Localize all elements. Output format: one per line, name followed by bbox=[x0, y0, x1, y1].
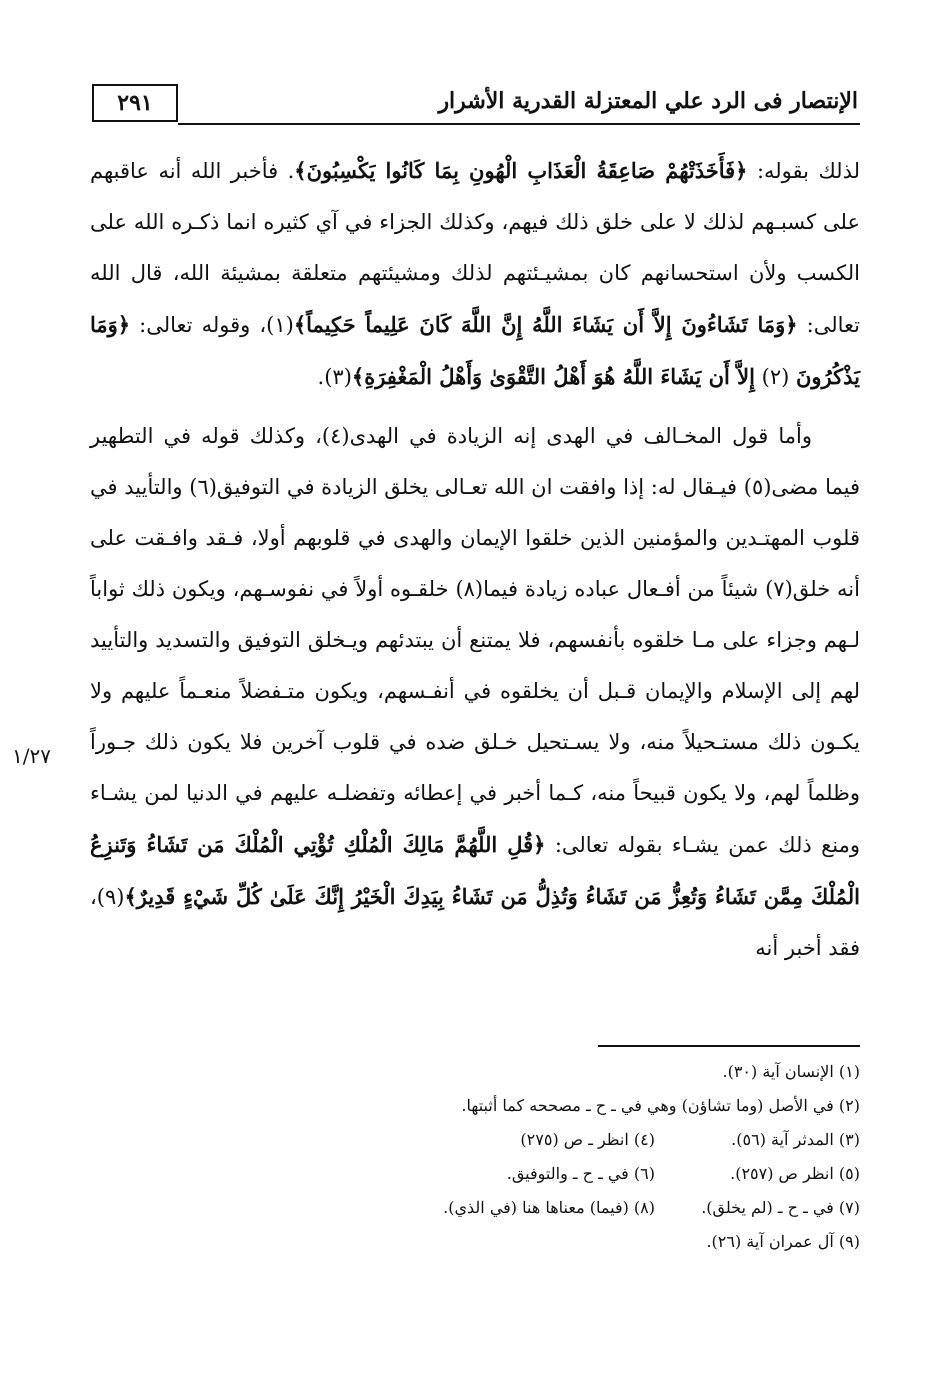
footnote-row bbox=[300, 1225, 860, 1259]
footnote: (٨) (فيما) معناها هنا (في الذي). bbox=[443, 1198, 655, 1217]
footnote-row bbox=[300, 1123, 860, 1157]
footnote: (٥) انظر ص (٢٥٧). bbox=[730, 1164, 860, 1183]
footnote: (٣) المدثر آية (٥٦). bbox=[731, 1130, 860, 1149]
text-run: (١)، وقوله تعالى: bbox=[130, 313, 294, 337]
footnote: (٧) في ـ ح ـ (لم يخلق). bbox=[701, 1198, 860, 1217]
text-run: (٣). bbox=[317, 365, 352, 389]
footnote: (٩) آل عمران آية (٢٦). bbox=[706, 1232, 860, 1251]
footnote: (٤) انظر ـ ص (٢٧٥) bbox=[520, 1130, 655, 1149]
paragraph-2 bbox=[90, 411, 860, 974]
footnote: (١) الإنسان آية (٣٠). bbox=[722, 1062, 860, 1081]
footnote-row bbox=[300, 1157, 860, 1191]
page-header bbox=[88, 80, 860, 130]
page-number: ٢٩١ bbox=[92, 84, 178, 122]
footnote-row bbox=[300, 1089, 860, 1123]
footnote-row bbox=[300, 1191, 860, 1225]
quran-verse: ﴿قُلِ اللَّهُمَّ مَالِكَ الْمُلْكِ تُؤْتِي الْمُلْكَ مَن تَشَاءُ وَتَنزِعُ الْمُلْكَ مِمَّن تَشَاءُ وَتُعِزُّ مَن تَشَاءُ وَتُذِلُّ مَن تَشَاءُ بِيَدِكَ الْخَيْرُ إِنَّكَ عَلَىٰ كُلِّ شَيْءٍ قَدِيرٌ﴾ bbox=[90, 832, 860, 909]
text-run: . فأخبر الله أنه عاقبهم على كسبـهم لذلك لا على خلق ذلك فيهم، وكذلك الجزاء في آي كثيره انما ذكـره الله على الكسب ولأن استحسانهم كان بمشيـئتهم لذلك ومشيئتهم متعلقة بمشيئة الله، قال الله تعالى: bbox=[90, 159, 860, 337]
footnote: (٦) في ـ ح ـ والتوفيق. bbox=[506, 1164, 655, 1183]
header-rule bbox=[178, 123, 860, 125]
margin-volume-reference: ١/٢٧ bbox=[12, 744, 51, 768]
footnote-ref: (٢) bbox=[754, 365, 796, 389]
quran-verse: ﴿وَمَا يَذْكُرُونَ bbox=[90, 312, 860, 389]
quran-verse: ﴿وَمَا تَشَاءُونَ إِلاَّ أَن يَشَاءَ اللَّهُ إِنَّ اللَّهَ كَانَ عَلِيماً حَكِيماً﴾ bbox=[293, 312, 798, 337]
footnote-separator bbox=[598, 1045, 860, 1047]
main-text bbox=[90, 145, 860, 974]
paragraph-1 bbox=[90, 145, 860, 403]
footnote-row bbox=[300, 1055, 860, 1089]
running-title: الإنتصار فى الرد علي المعتزلة القدرية الأشرار bbox=[438, 88, 858, 114]
quran-verse: ﴿فَأَخَذَتْهُمْ صَاعِقَةُ الْعَذَابِ الْهُونِ بِمَا كَانُوا يَكْسِبُونَ﴾ bbox=[294, 158, 748, 183]
text-run: (٩)، فقد أخبر أنه bbox=[90, 885, 860, 960]
quran-verse: إِلاَّ أَن يَشَاءَ اللَّهُ هُوَ أَهْلُ التَّقْوَىٰ وَأَهْلُ الْمَغْفِرَةِ﴾ bbox=[351, 364, 755, 389]
text-run: لذلك بقوله: bbox=[747, 159, 861, 183]
footnotes bbox=[300, 1055, 860, 1259]
footnote: (٢) في الأصل (وما تشاؤن) وهي في ـ ح ـ مصححه كما أثبتها. bbox=[461, 1096, 860, 1115]
text-run: وأما قول المخـالف في الهدى إنه الزيادة في الهدى(٤)، وكذلك قوله في التطهير فيما مضى(٥) فيـقال له: إذا وافقت ان الله تعـالى يخلق الزيادة في التوفيق(٦) والتأييد في قلوب المهتـدين والمؤمنين الذين خلقوا الإيمان والهدى في قلوبهم أولا، فـقد وافـقت على أنه خلق(٧) شيئاً من أفـعال عباده زيادة فيما(٨) خلقـوه أولاً في نفوسـهم، ويكون ذلك ثواباً لـهم وجزاء على مـا خلقوه بأنفسهم، فلا يمتنع أن يبتدئهم ويـخلق التوفيق والتسديد والتأييد لهم إلى الإسلام والإيمان قـبل أن يخلقوه في أنفـسهم، ويكون متـفضلاً منعـماً عليهم ولا يكـون ذلك مستـحيلاً منه، ولا يسـتحيل خـلق ضده في قلوب آخرين فلا يكون ذلك جـوراً وظلماً لهم، ولا يكون قبيحاً منه، كـما أخبر في إعطائه وتفضلـه عليهم في الدنيا لمن يشـاء ومنع ذلك عمن يشـاء بقوله تعالى: bbox=[90, 424, 861, 857]
